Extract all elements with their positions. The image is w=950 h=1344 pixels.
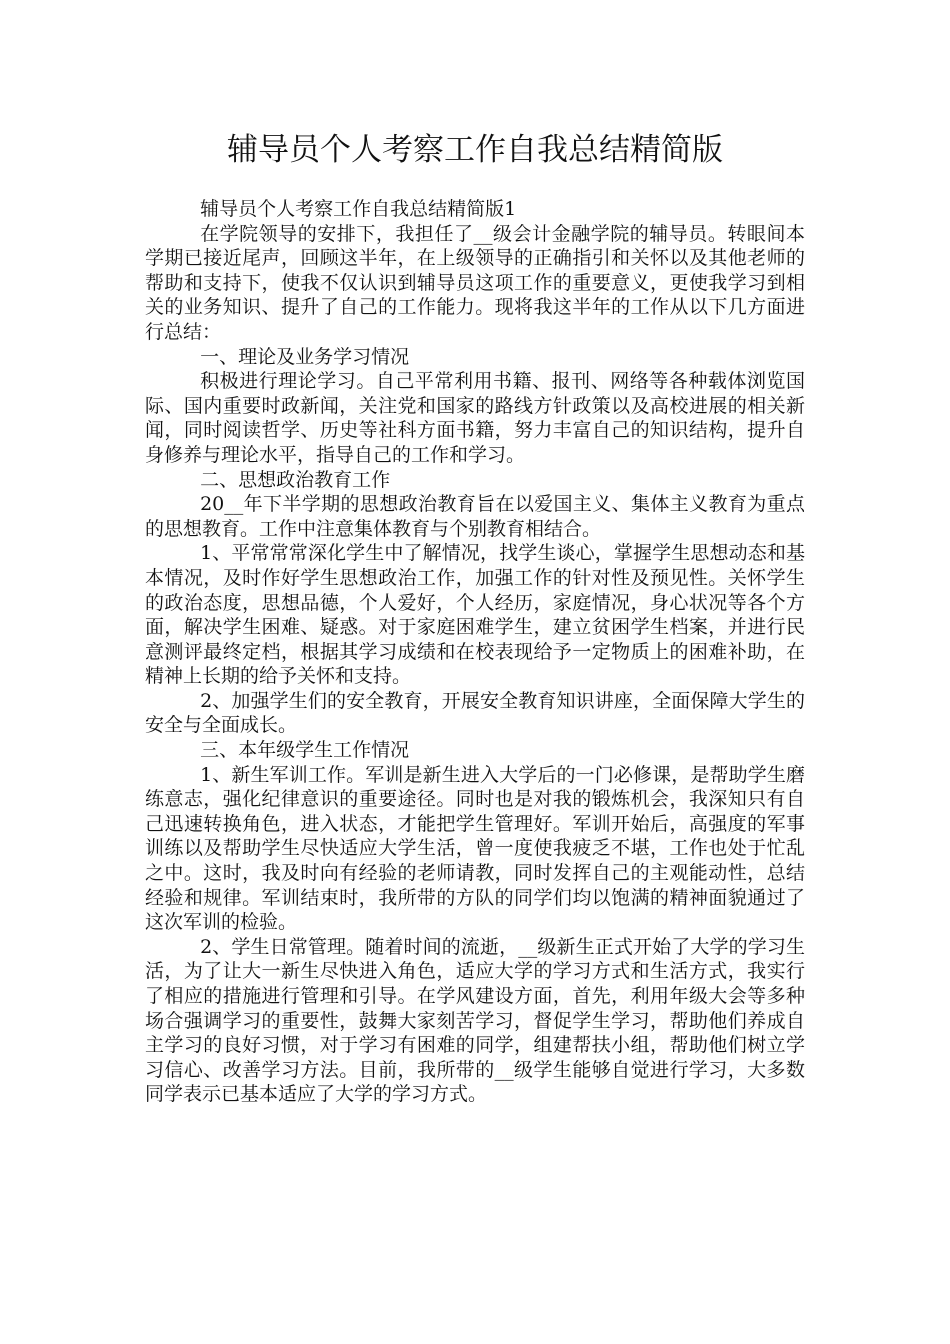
document-page (145, 0, 805, 1344)
paragraph-heading-1: 辅导员个人考察工作自我总结精简版1 (200, 198, 517, 220)
document-body (145, 197, 805, 1107)
section-heading-ideology: 二、思想政治教育工作 (200, 468, 391, 491)
paragraph-daily-management: 2、学生日常管理。随着时间的流逝，__级新生正式开始了大学的学习生活，为了让大一新生尽快进入角色，适应大学的学习方式和生活方式，我实行了相应的措施进行管理和引导。在学风建设方面，首先，利用年级大会等多种场合强调学习的重要性，鼓舞大家刻苦学习，督促学生学习，帮助他们养成自主学习的良好习惯，对于学习有困难的同学，组建帮扶小组，帮助他们树立学习信心、改善学习方法。目前，我所带的__级学生能够自觉进行学习，大多数同学表示已基本适应了大学的学习方式。 (145, 935, 805, 1106)
section-heading-grade-work: 三、本年级学生工作情况 (200, 739, 410, 762)
paragraph-intro: 在学院领导的安排下，我担任了__级会计金融学院的辅导员。转眼间本学期已接近尾声，回顾这半年，在上级领导的正确指引和关怀以及其他老师的帮助和支持下，使我不仅认识到辅导员这项工作的重要意义，更使我学习到相关的业务知识、提升了自己的工作能力。现将我这半年的工作从以下几方面进行总结： (145, 222, 805, 343)
paragraph-ideology-2: 2、加强学生们的安全教育，开展安全教育知识讲座，全面保障大学生的安全与全面成长。 (145, 689, 805, 737)
paragraph-ideology: 20__年下半学期的思想政治教育旨在以爱国主义、集体主义教育为重点的思想教育。工作中注意集体教育与个别教育相结合。 (145, 493, 805, 540)
paragraph-theory: 积极进行理论学习。自己平常利用书籍、报刊、网络等各种载体浏览国际、国内重要时政新闻，关注党和国家的路线方针政策以及高校进展的相关新闻，同时阅读哲学、历史等社科方面书籍，努力丰富自己的知识结构，提升自身修养与理论水平，指导自己的工作和学习。 (145, 370, 805, 466)
section-heading-theory: 一、理论及业务学习情况 (200, 345, 410, 368)
document-title: 辅导员个人考察工作自我总结精简版 (227, 132, 723, 168)
paragraph-ideology-1: 1、平常常常深化学生中了解情况，找学生谈心，掌握学生思想动态和基本情况，及时作好学生思想政治工作，加强工作的针对性及预见性。关怀学生的政治态度，思想品德，个人爱好，个人经历，家庭情况，身心状况等各个方面，解决学生困难、疑惑。对于家庭困难学生，建立贫困学生档案，并进行民意测评最终定档，根据其学习成绩和在校表现给予一定物质上的困难补助，在精神上长期的给予关怀和支持。 (145, 542, 805, 688)
paragraph-military-training: 1、新生军训工作。军训是新生进入大学后的一门必修课，是帮助学生磨练意志，强化纪律意识的重要途径。同时也是对我的锻炼机会，我深知只有自己迅速转换角色，进入状态，才能把学生管理好。军训开始后，高强度的军事训练以及帮助学生尽快适应大学生活，曾一度使我疲乏不堪，工作也处于忙乱之中。这时，我及时向有经验的老师请教，同时发挥自己的主观能动性，总结经验和规律。军训结束时，我所带的方队的同学们均以饱满的精神面貌通过了这次军训的检验。 (145, 763, 805, 934)
